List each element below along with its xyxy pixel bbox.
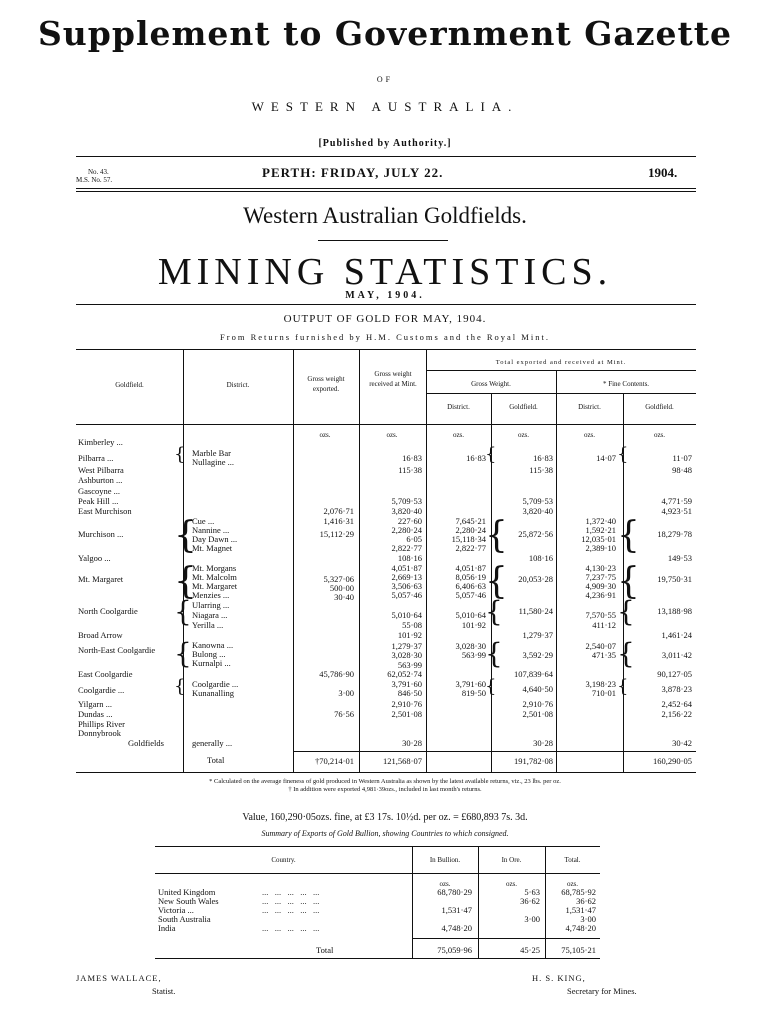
brace: { (617, 676, 629, 697)
value-cell: 108·16 (397, 553, 422, 563)
value-cell: 3,592·29 (522, 650, 553, 660)
summary-title: Summary of Exports of Gold Bullion, showing Countries to which consigned. (261, 829, 509, 838)
summary-total: 3·00 (580, 914, 596, 924)
district-name: Nullagine ... (192, 457, 235, 467)
value-cell: 4,771·59 (661, 496, 692, 506)
value-cell: 2,280·24 (391, 525, 422, 535)
goldfields-heading: Western Australian Goldfields. (243, 203, 527, 228)
table-header-rule (76, 424, 696, 425)
value-cell: 819·50 (461, 688, 486, 698)
value-cell: 16·83 (533, 453, 553, 463)
brace: { (617, 595, 635, 628)
value-cell: 55·08 (402, 620, 422, 630)
footnote: * Calculated on the average fineness of gold produced in Western Australia as shown by the latest available returns, viz., 23 lbs. per oz. (209, 778, 561, 785)
value-cell: 4,051·87 (455, 563, 486, 573)
goldfield-name: West Pilbarra (78, 465, 124, 475)
col-header-gross-exported: Gross weight exported. (307, 375, 345, 393)
district-name: Mt. Morgans (192, 563, 237, 573)
summary-ore: 36·62 (520, 896, 540, 906)
col-header-goldfield: Goldfield. (115, 381, 144, 389)
summary-total-rule (412, 938, 600, 939)
value-cell: 6,406·63 (455, 581, 486, 591)
value-cell: 3,198·23 (585, 679, 616, 689)
value-cell: 5,010·64 (391, 610, 422, 620)
value-cell: 20,053·28 (518, 574, 553, 584)
summary-total-label: Total (316, 945, 334, 955)
value-cell: 1,461·24 (661, 630, 692, 640)
total-fine-contents: 160,290·05 (653, 756, 692, 766)
rule (76, 304, 696, 305)
summary-bullion: 1,531·47 (441, 905, 472, 915)
value-cell: 2,910·76 (522, 699, 553, 709)
value-cell: 3,028·30 (391, 650, 422, 660)
col-header-fine-contents: * Fine Contents. (602, 380, 650, 388)
brace: { (174, 637, 192, 670)
value-cell: 2,822·77 (455, 543, 486, 553)
value-cell: 3,791·60 (455, 679, 486, 689)
value-cell: 2,389·10 (585, 543, 616, 553)
value-cell: 76·56 (334, 709, 354, 719)
value-cell: 3,820·40 (391, 506, 422, 516)
value-cell: 30·42 (672, 738, 692, 748)
value-cell: 4,640·50 (522, 684, 553, 694)
value-cell: 2,669·13 (391, 572, 422, 582)
goldfield-name: Gascoyne ... (78, 486, 121, 496)
summary-country: New South Wales (158, 896, 219, 906)
value-cell: 101·92 (461, 620, 486, 630)
value-cell: 30·28 (533, 738, 553, 748)
value-cell: 3,878·23 (661, 684, 692, 694)
district-name: Niagara ... (192, 610, 228, 620)
value-cell: 1,416·31 (323, 516, 354, 526)
value-cell: 710·01 (591, 688, 616, 698)
district-name: Bulong ... (192, 649, 226, 659)
value-cell: 3,028·30 (455, 641, 486, 651)
district-name: Mt. Malcolm (192, 572, 237, 582)
value-cell: 98·48 (672, 465, 692, 475)
value-cell: 2,822·77 (391, 543, 422, 553)
summary-country: South Australia (158, 914, 211, 924)
goldfield-name: Yalgoo ... (78, 553, 111, 563)
state-name: WESTERN AUSTRALIA. (251, 99, 519, 114)
goldfield-name: Donnybrook (78, 728, 121, 738)
leader-dots: ... ... ... ... ... (262, 896, 320, 906)
value-cell: 1,372·40 (585, 516, 616, 526)
value-cell: 6·05 (406, 534, 422, 544)
brace: { (485, 595, 503, 628)
brace: { (485, 676, 497, 697)
summary-country: United Kingdom (158, 887, 216, 897)
value-cell: 5,057·46 (455, 590, 486, 600)
summary-total: 1,531·47 (565, 905, 596, 915)
summary-ore: 3·00 (524, 914, 540, 924)
brace: { (485, 637, 503, 670)
value-cell: 3,820·40 (522, 506, 553, 516)
goldfield-name: North-East Coolgardie (78, 645, 156, 655)
district-name: Menzies ... (192, 590, 230, 600)
value-cell: 45,786·90 (319, 669, 354, 679)
value-cell: 5,327·06 (323, 574, 354, 584)
value-cell: 2,156·22 (661, 709, 692, 719)
gazette-title: Supplement to Government Gazette (37, 14, 733, 53)
value-cell: 1,279·37 (391, 641, 422, 651)
year: 1904. (648, 165, 678, 180)
value-cell: 3,791·60 (391, 679, 422, 689)
value-cell: 8,056·19 (455, 572, 486, 582)
unit-label: ozs. (517, 431, 530, 439)
district-name: Nannine ... (192, 525, 230, 535)
value-cell: 108·16 (528, 553, 553, 563)
value-cell: 1,279·37 (522, 630, 553, 640)
col-header-gross-mint: Gross weight received at Mint. (369, 370, 417, 388)
leader-dots: ... ... ... ... ... (262, 887, 320, 897)
value-cell: 11·07 (672, 453, 692, 463)
summary-top-rule (155, 846, 600, 847)
district-name: Ularring ... (192, 600, 230, 610)
value-cell: 14·07 (596, 453, 616, 463)
ms-number: M.S. No. 57. (76, 176, 113, 184)
masthead-of: OF (376, 75, 394, 84)
district-name: generally ... (192, 738, 233, 748)
value-cell: 30·40 (334, 592, 354, 602)
value-cell: 5,709·53 (522, 496, 553, 506)
summary-country: India (158, 923, 176, 933)
district-name: Kunanalling (192, 688, 235, 698)
brace: { (617, 444, 629, 465)
summary-header-rule (155, 873, 600, 874)
value-cell: 4,923·51 (661, 506, 692, 516)
goldfield-name: Yilgarn ... (78, 699, 112, 709)
value-cell: 3·00 (338, 688, 354, 698)
total-mint: 121,568·07 (383, 756, 422, 766)
value-cell: 2,452·64 (661, 699, 692, 709)
summary-bullion: 4,748·20 (441, 923, 472, 933)
summary-header-ore: In Ore. (501, 856, 522, 864)
total-rule (293, 751, 696, 752)
value-cell: 5,709·53 (391, 496, 422, 506)
value-cell: 2,540·07 (585, 641, 616, 651)
goldfield-name: Ashburton ... (78, 475, 123, 485)
returns-source: From Returns furnished by H.M. Customs and the Royal Mint. (220, 332, 550, 342)
value-cell: 7,237·75 (585, 572, 616, 582)
value-cell: 30·28 (402, 738, 422, 748)
summary-total: 4,748·20 (565, 923, 596, 933)
summary-bottom-rule (155, 958, 600, 959)
value-cell: 4,236·91 (585, 590, 616, 600)
value-cell: 107,839·64 (514, 669, 553, 679)
goldfield-name: North Coolgardie (78, 606, 138, 616)
col-header-gw-goldfield: Goldfield. (509, 403, 538, 411)
col-header-district: District. (226, 381, 250, 389)
col-header-gw-district: District. (447, 403, 470, 411)
value-cell: 62,052·74 (387, 669, 422, 679)
goldfield-name: Pilbarra ... (78, 453, 114, 463)
issue-number: No. 43. (88, 168, 109, 176)
goldfield-name: Phillips River (78, 719, 125, 729)
goldfield-name: East Coolgardie (78, 669, 133, 679)
brace: { (174, 676, 186, 697)
value-cell: 4,130·23 (585, 563, 616, 573)
value-cell: 500·00 (329, 583, 354, 593)
value-cell: 3,011·42 (661, 650, 692, 660)
goldfield-name: East Murchison (78, 506, 132, 516)
value-cell: 3,506·63 (391, 581, 422, 591)
value-cell: 471·35 (591, 650, 616, 660)
summary-ore: 5·63 (524, 887, 540, 897)
mining-statistics-title: MINING STATISTICS. (157, 251, 613, 293)
value-cell: 19,750·31 (657, 574, 692, 584)
summary-country: Victoria ... (158, 905, 194, 915)
value-cell: 16·83 (466, 453, 486, 463)
value-cell: 16·83 (402, 453, 422, 463)
leader-dots: ... ... ... ... ... (262, 905, 320, 915)
brace: { (174, 444, 186, 465)
value-cell: 7,645·21 (455, 516, 486, 526)
value-cell: 4,051·87 (391, 563, 422, 573)
value-cell: 411·12 (592, 620, 616, 630)
district-name: Day Dawn ... (192, 534, 238, 544)
table-rule (426, 370, 696, 371)
district-name: Mt. Margaret (192, 581, 238, 591)
unit-label: ozs. (505, 880, 518, 888)
total-gross-weight: 191,782·08 (514, 756, 553, 766)
table-rule (426, 393, 696, 394)
value-cell: 1,592·21 (585, 525, 616, 535)
col-header-total-group: Total exported and received at Mint. (495, 359, 627, 366)
rule (318, 240, 448, 241)
brace: { (174, 515, 197, 556)
unit-label: ozs. (452, 431, 465, 439)
authority-line: [Published by Authority.] (318, 138, 452, 149)
unit-label: ozs. (583, 431, 596, 439)
summary-total-bullion: 75,059·96 (437, 945, 472, 955)
value-cell: 5,010·64 (455, 610, 486, 620)
rule (76, 188, 696, 189)
brace: { (174, 595, 192, 628)
district-name: Cue ... (192, 516, 215, 526)
signatory-right-name: H. S. KING, (532, 973, 586, 983)
summary-header-total: Total. (564, 856, 581, 864)
leader-dots: ... ... ... ... ... (262, 923, 320, 933)
table-top-rule (76, 349, 696, 350)
value-cell: 11,580·24 (518, 606, 553, 616)
value-line: Value, 160,290·05ozs. fine, at £3 17s. 10½d. per oz. = £680,893 7s. 3d. (242, 812, 528, 823)
district-name: Mt. Magnet (192, 543, 233, 553)
brace: { (617, 637, 635, 670)
goldfield-name: Broad Arrow (78, 630, 123, 640)
signatory-right-title: Secretary for Mines. (567, 986, 637, 996)
goldfield-name: Peak Hill ... (78, 496, 119, 506)
signatory-left-name: JAMES WALLACE, (76, 973, 162, 983)
district-name: Kurnalpi ... (192, 658, 231, 668)
value-cell: 2,076·71 (323, 506, 354, 516)
goldfield-name: Coolgardie ... (78, 685, 125, 695)
value-cell: 101·92 (397, 630, 422, 640)
value-cell: 7,570·55 (585, 610, 616, 620)
value-cell: 563·99 (461, 650, 486, 660)
value-cell: 15,112·29 (319, 529, 354, 539)
summary-header-bullion: In Bullion. (429, 856, 461, 864)
period: MAY, 1904. (345, 290, 425, 301)
summary-total-ore: 45·25 (520, 945, 540, 955)
summary-total: 36·62 (576, 896, 596, 906)
table-col-rule (293, 349, 294, 772)
value-cell: 18,279·78 (657, 529, 692, 539)
col-header-gross-weight: Gross Weight. (471, 380, 511, 388)
goldfield-name: Mt. Margaret (78, 574, 124, 584)
unit-label: ozs. (439, 880, 451, 888)
value-cell: 2,910·76 (391, 699, 422, 709)
summary-header-country: Country. (271, 856, 296, 864)
rule (76, 156, 696, 157)
unit-label: ozs. (566, 880, 579, 888)
goldfield-name: Dundas ... (78, 709, 113, 719)
value-cell: 4,909·30 (585, 581, 616, 591)
value-cell: 846·50 (397, 688, 422, 698)
district-name: Coolgardie ... (192, 679, 239, 689)
value-cell: 2,280·24 (455, 525, 486, 535)
value-cell: 227·60 (397, 516, 422, 526)
value-cell: 5,057·46 (391, 590, 422, 600)
unit-label: ozs. (386, 431, 398, 439)
place-date: PERTH: FRIDAY, JULY 22. (262, 165, 444, 180)
summary-bullion: 68,780·29 (437, 887, 472, 897)
goldfield-name: Goldfields (128, 738, 164, 748)
goldfield-name: Kimberley ... (78, 437, 123, 447)
value-cell: 15,118·34 (451, 534, 486, 544)
brace: { (617, 515, 640, 556)
total-exported: †70,214·01 (315, 756, 354, 766)
footnote: † In addition were exported 4,981·39ozs., included in last month's returns. (288, 786, 482, 793)
brace: { (174, 561, 197, 602)
unit-label: ozs. (653, 431, 666, 439)
district-name: Kanowna ... (192, 640, 234, 650)
goldfield-name: Murchison ... (78, 529, 124, 539)
brace: { (485, 515, 508, 556)
summary-total: 68,785·92 (561, 887, 596, 897)
total-label: Total (207, 755, 225, 765)
value-cell: 2,501·08 (522, 709, 553, 719)
rule (76, 191, 696, 192)
table-bottom-rule (76, 772, 696, 773)
brace: { (485, 444, 497, 465)
value-cell: 149·53 (667, 553, 692, 563)
brace: { (485, 561, 508, 602)
district-name: Yerilla ... (192, 620, 224, 630)
table-col-rule (359, 349, 360, 772)
unit-label: ozs. (319, 431, 331, 439)
col-header-fc-goldfield: Goldfield. (645, 403, 674, 411)
output-title: OUTPUT OF GOLD FOR MAY, 1904. (283, 313, 487, 325)
signatory-left-title: Statist. (152, 986, 176, 996)
table-col-rule (426, 349, 427, 772)
value-cell: 13,188·98 (657, 606, 692, 616)
value-cell: 115·38 (529, 465, 553, 475)
value-cell: 115·38 (398, 465, 422, 475)
value-cell: 563·99 (397, 660, 422, 670)
col-header-fc-district: District. (578, 403, 601, 411)
summary-total-total: 75,105·21 (561, 945, 596, 955)
district-name: Marble Bar (192, 448, 231, 458)
brace: { (617, 561, 640, 602)
value-cell: 25,872·56 (518, 529, 553, 539)
value-cell: 90,127·05 (657, 669, 692, 679)
value-cell: 12,035·01 (581, 534, 616, 544)
value-cell: 2,501·08 (391, 709, 422, 719)
